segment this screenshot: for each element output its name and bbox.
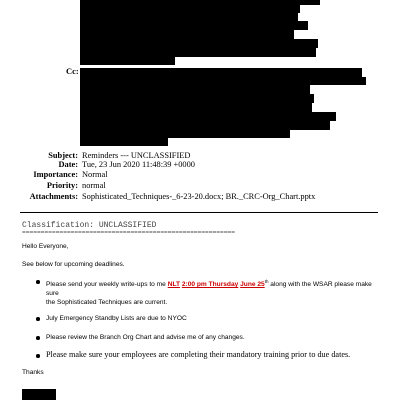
importance-label: Importance: [33, 170, 78, 179]
bullet1-time: 2:00 pm Thursday [181, 281, 239, 289]
bullet-org-chart: Please review the Branch Org Chart and advise me of any changes. [46, 334, 245, 341]
bullet-mandatory-training: Please make sure your employees are completing their mandatory training prior to due dates. [46, 350, 351, 359]
bullet-dot [36, 354, 40, 358]
priority-label: Priority: [46, 181, 78, 190]
bullet-dot [36, 280, 40, 284]
bullet1-date: June 25 [240, 281, 265, 289]
attachments-value[interactable]: Sophisticated_Techniques-_6-23-20.docx; BR._CRC-Org_Chart.pptx [82, 192, 316, 201]
redaction-bar [80, 5, 300, 13]
classification-banner: Classification: UNCLASSIFIED [22, 221, 157, 230]
redaction-bar [80, 13, 298, 21]
bullet1-nlt: NLT [167, 281, 181, 289]
closing: Thanks [22, 369, 44, 376]
redaction-bar [80, 130, 290, 138]
bullet-standby-lists: July Emergency Standby Lists are due to NYOC [46, 315, 187, 322]
greeting: Hello Everyone, [22, 243, 69, 250]
redaction-bar [80, 30, 294, 39]
date-label: Date: [58, 160, 78, 169]
priority-value: normal [82, 181, 106, 190]
bullet-dot [36, 336, 40, 340]
header-divider [20, 212, 378, 213]
subject-value: Reminders --- UNCLASSIFIED [82, 151, 191, 160]
redaction-bar [80, 85, 310, 94]
bullet1-line2: the Sophisticated Techniques are current. [46, 299, 168, 307]
redaction-bar [80, 21, 308, 30]
redaction-bar [80, 138, 168, 146]
subject-label: Subject: [48, 151, 78, 160]
redaction-bar [80, 57, 175, 65]
classification-separator: ========================================================= [22, 229, 235, 236]
bullet-dot [36, 317, 40, 321]
importance-value: Normal [82, 170, 108, 179]
redaction-bar [80, 48, 316, 57]
cc-label: Cc: [66, 66, 79, 76]
signature-redaction [22, 389, 56, 400]
attachments-label: Attachments: [29, 192, 78, 201]
date-value: Tue, 23 Jun 2020 11:48:39 +0000 [82, 160, 195, 169]
redaction-bar [80, 103, 312, 112]
redaction-bar [80, 94, 314, 103]
bullet1-pre: Please send your weekly write-ups to me [46, 281, 168, 289]
redaction-bar [80, 112, 336, 121]
redaction-bar [80, 121, 330, 130]
bullet-weekly-writeups [46, 277, 376, 307]
redaction-bar [80, 77, 366, 85]
bullet1-post: along with the WSAR please make sure [46, 281, 372, 298]
redaction-bar [80, 68, 362, 77]
intro-text: See below for upcoming deadlines. [22, 261, 125, 268]
attachments-row [0, 191, 400, 203]
bullet1-sup: th [264, 279, 269, 284]
redaction-bar [80, 39, 318, 48]
